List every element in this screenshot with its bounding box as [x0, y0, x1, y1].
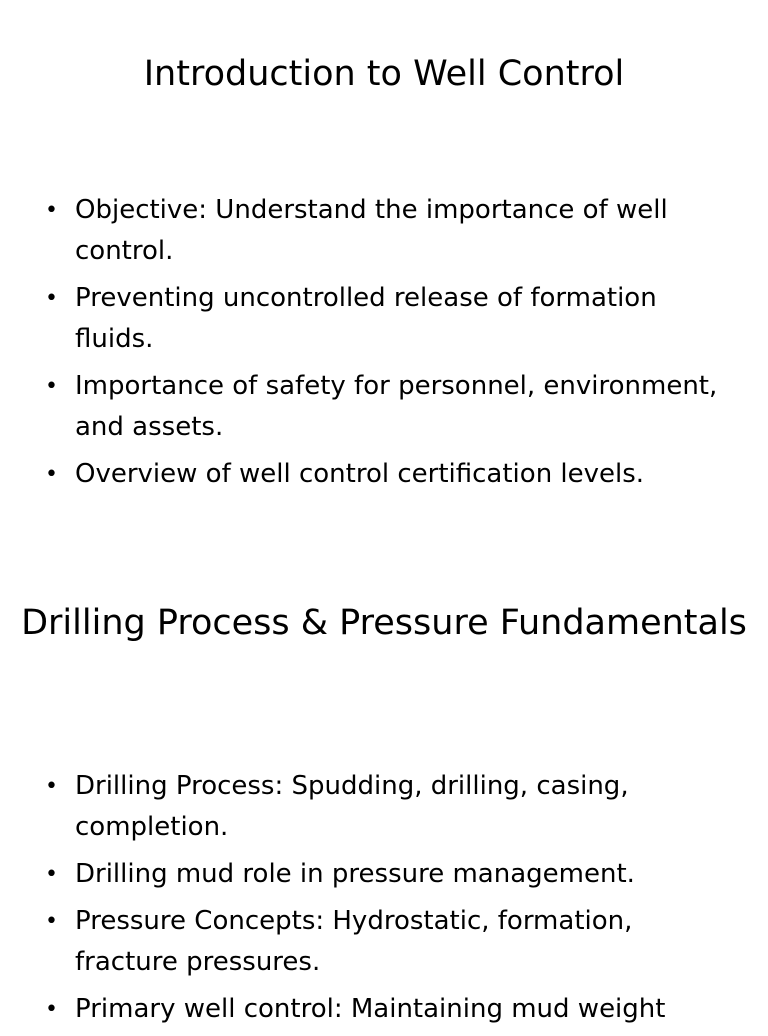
bullet-item [0, 766, 768, 848]
bullet-text: Importance of safety for personnel, environment, and assets. [75, 371, 718, 442]
bullet-text: Drilling Process: Spudding, drilling, casing, completion. [75, 771, 629, 842]
bullet-item [0, 854, 768, 895]
bullet-text: Objective: Understand the importance of well control. [75, 195, 668, 266]
bullet-dot-icon: • [45, 774, 58, 799]
bullet-text: Pressure Concepts: Hydrostatic, formation, fracture pressures. [75, 906, 633, 977]
bullet-text: Overview of well control certification levels. [75, 459, 645, 489]
bullet-list [0, 766, 768, 1036]
slide-title: Introduction to Well Control [143, 54, 625, 94]
bullet-dot-icon: • [45, 909, 58, 934]
bullet-dot-icon: • [45, 198, 58, 223]
bullet-item [0, 366, 768, 448]
bullet-dot-icon: • [45, 997, 58, 1022]
bullet-item [0, 278, 768, 360]
bullet-dot-icon: • [45, 462, 58, 487]
slide-drilling-pressure-fundamentals [0, 576, 768, 1024]
bullet-list [0, 190, 768, 501]
bullet-text: Preventing uncontrolled release of formation fluids. [75, 283, 657, 354]
bullet-item [0, 190, 768, 272]
bullet-dot-icon: • [45, 862, 58, 887]
bullet-dot-icon: • [45, 286, 58, 311]
bullet-text: Drilling mud role in pressure management. [75, 859, 635, 889]
bullet-text: Primary well control: Maintaining mud weight [75, 994, 666, 1024]
bullet-item [0, 454, 768, 495]
bullet-item [0, 901, 768, 983]
bullet-dot-icon: • [45, 374, 58, 399]
slide-title: Drilling Process & Pressure Fundamentals [21, 603, 747, 643]
